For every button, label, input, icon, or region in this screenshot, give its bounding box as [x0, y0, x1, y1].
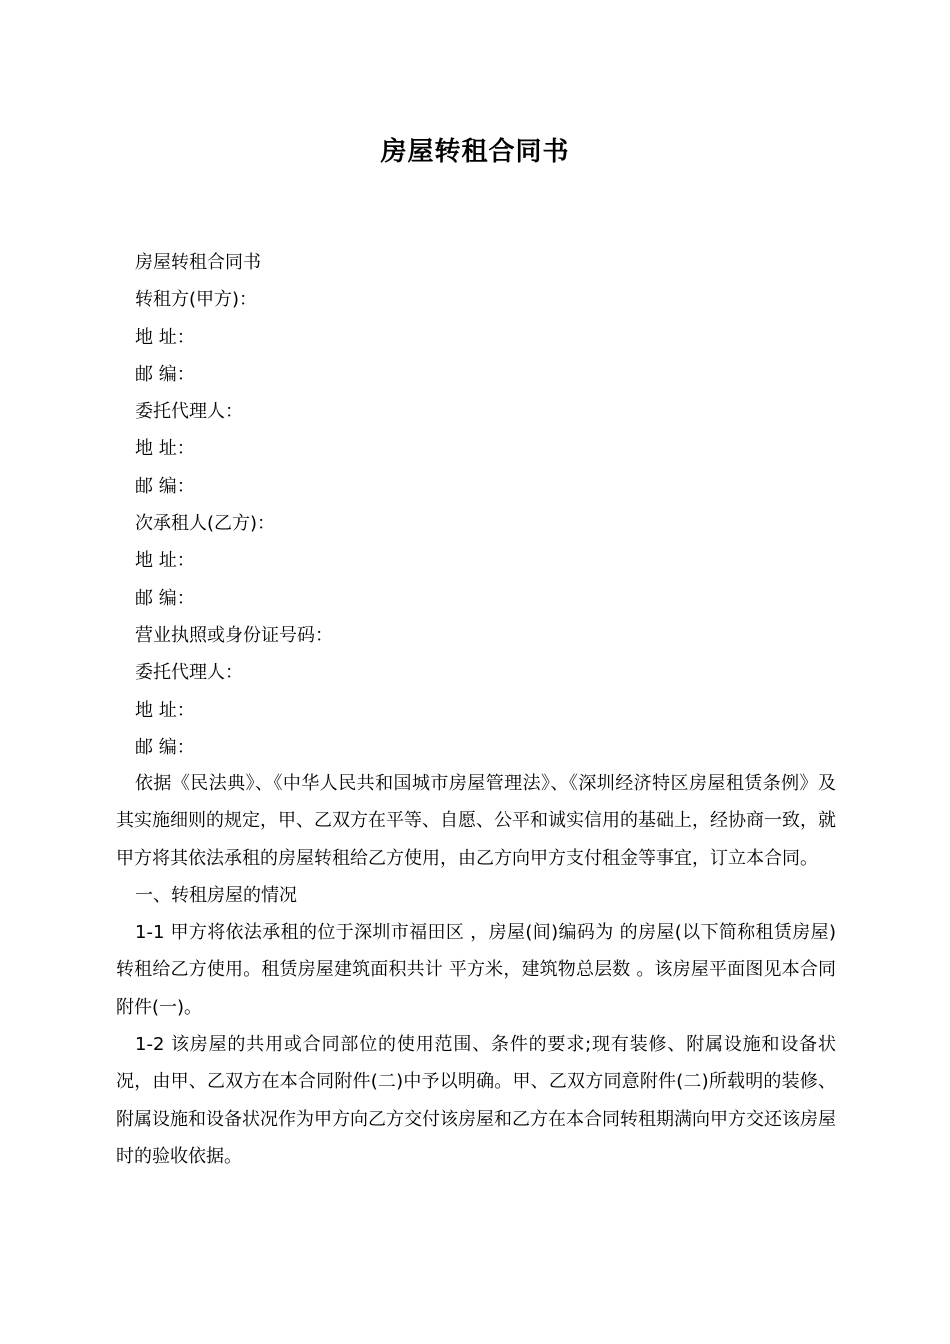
- field-sublessee-address: 地 址：: [135, 550, 195, 572]
- field-sublessee: 次承租人(乙方)：: [135, 513, 276, 535]
- field-sublessor-agent-postcode: 邮 编：: [135, 475, 195, 497]
- field-sublessee-agent-postcode: 邮 编：: [135, 736, 195, 758]
- party-fields: [135, 244, 835, 766]
- field-sublessor-address: 地 址：: [135, 326, 195, 348]
- intro-paragraph: 依据《民法典》、《中华人民共和国城市房屋管理法》、《深圳经济特区房屋租赁条例》及其实施细则的规定，甲、乙双方在平等、自愿、公平和诚实信用的基础上，经协商一致，就甲方将其依法承租的房屋转租给乙方使用，由乙方向甲方支付租金等事宜，订立本合同。: [116, 773, 836, 869]
- contract-body: [116, 765, 836, 1175]
- field-sublessor-postcode: 邮 编：: [135, 363, 195, 385]
- section-heading: 一、转租房屋的情况: [135, 884, 297, 906]
- field-doc-name: 房屋转租合同书: [135, 252, 261, 273]
- field-sublessee-id: 营业执照或身份证号码：: [135, 624, 333, 646]
- clause-1-1: 1-1 甲方将依法承租的位于深圳市福田区 ，房屋(间)编码为 的房屋(以下简称租赁房屋)转租给乙方使用。租赁房屋建筑面积共计 平方米，建筑物总层数 。该房屋平面图见本合同附件(一)。: [116, 922, 836, 1018]
- field-sublessor: 转租方(甲方)：: [135, 289, 258, 311]
- field-sublessor-agent-address: 地 址：: [135, 438, 195, 460]
- field-sublessor-agent: 委托代理人：: [135, 401, 243, 423]
- field-sublessee-agent-address: 地 址：: [135, 699, 195, 721]
- field-sublessee-agent: 委托代理人：: [135, 662, 243, 684]
- document-title: 房屋转租合同书: [380, 137, 570, 167]
- clause-1-2: 1-2 该房屋的共用或合同部位的使用范围、条件的要求;现有装修、附属设施和设备状况，由甲、乙双方在本合同附件(二)中予以明确。甲、乙双方同意附件(二)所载明的装修、附属设施和设备状况作为甲方向乙方交付该房屋和乙方在本合同转租期满向甲方交还该房屋时的验收依据。: [116, 1034, 836, 1167]
- field-sublessee-postcode: 邮 编：: [135, 587, 195, 609]
